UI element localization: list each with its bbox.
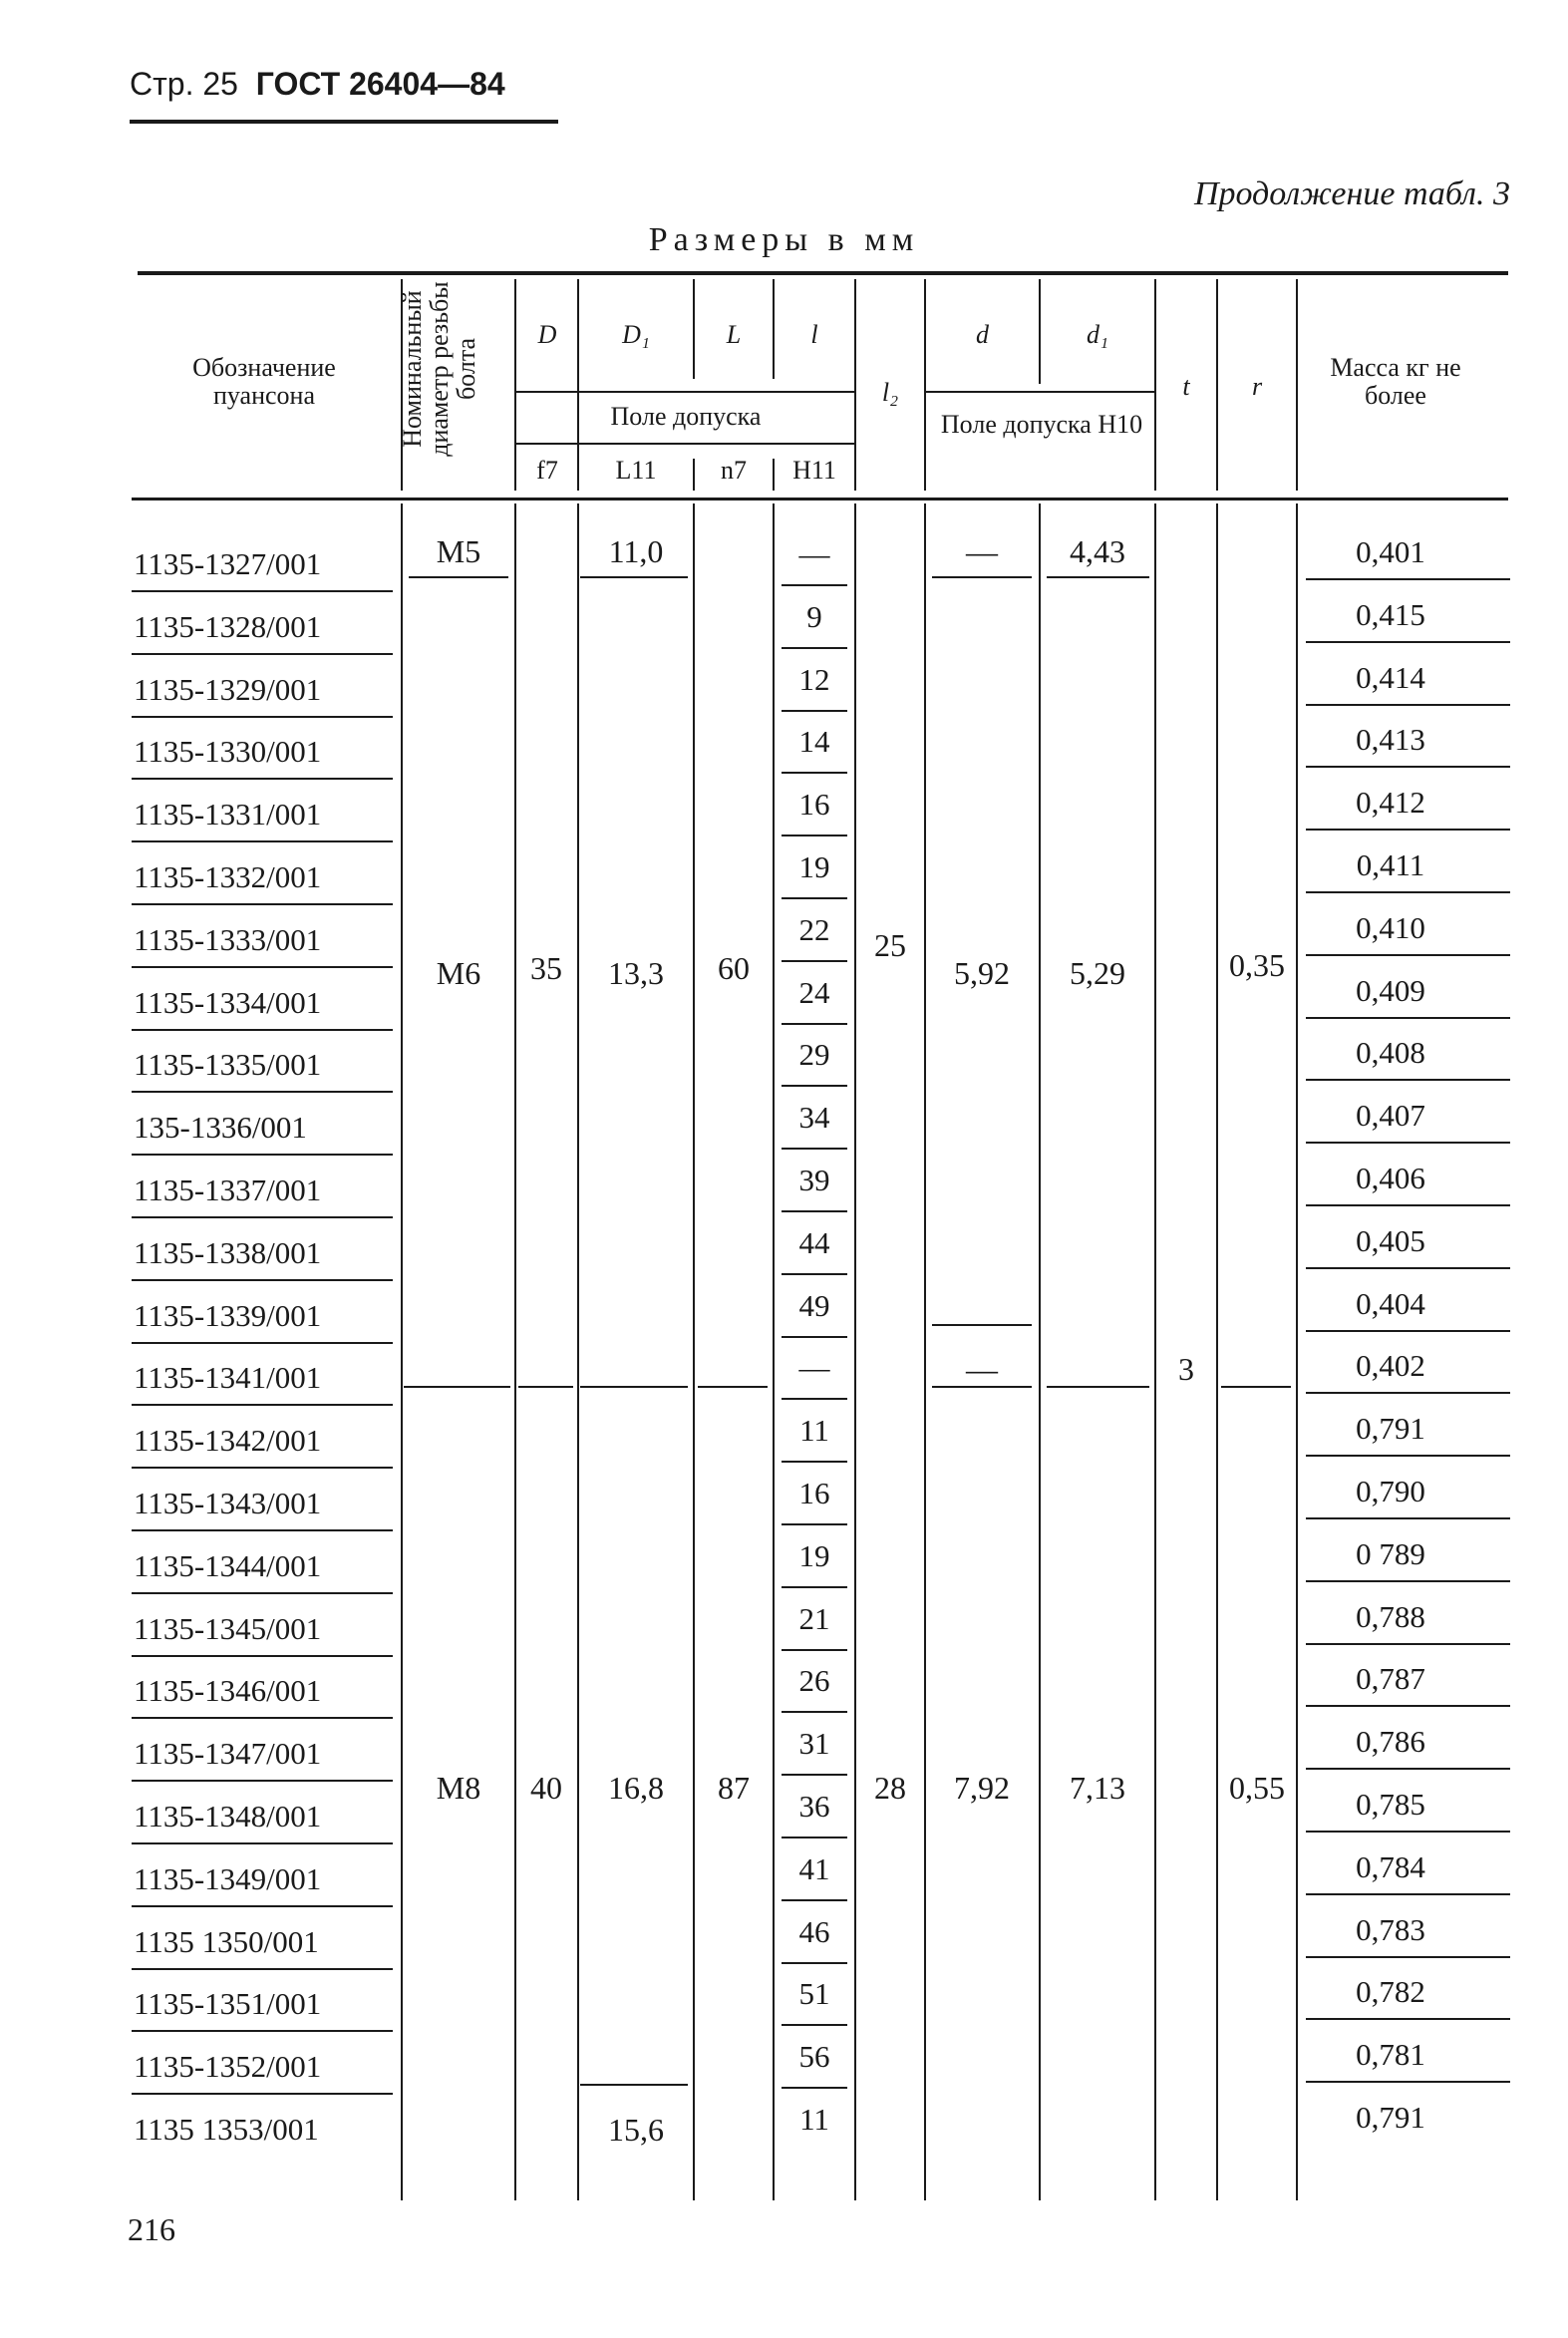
row-rule bbox=[132, 1968, 393, 1970]
row-mass: 0,407 bbox=[1356, 1098, 1425, 1133]
row-mass: 0,410 bbox=[1356, 910, 1425, 945]
mass-rule bbox=[1306, 1142, 1510, 1144]
l-rule bbox=[782, 647, 847, 649]
row-rule bbox=[132, 716, 393, 718]
page-number: 216 bbox=[128, 2211, 175, 2247]
l-rule bbox=[782, 1649, 847, 1651]
l-rule bbox=[782, 1837, 847, 1838]
group-rule bbox=[518, 1386, 573, 1388]
body-divider bbox=[1216, 503, 1218, 2200]
d-m5: — bbox=[966, 533, 998, 569]
body-divider bbox=[924, 503, 926, 2200]
col-header-d1: d₁ bbox=[1086, 320, 1109, 349]
body-divider bbox=[1296, 503, 1298, 2200]
row-designation: 1135-1344/001 bbox=[134, 1548, 322, 1583]
row-mass: 0,786 bbox=[1356, 1724, 1425, 1759]
row-designation: 135-1336/001 bbox=[134, 1110, 307, 1145]
row-rule bbox=[132, 1842, 393, 1844]
body-divider bbox=[1154, 503, 1156, 2200]
thread-m8: M8 bbox=[436, 1770, 481, 1806]
row-rule bbox=[132, 1279, 393, 1281]
col-divider bbox=[693, 279, 695, 379]
row-l-value: 41 bbox=[798, 1851, 830, 1886]
row-rule bbox=[132, 1655, 393, 1657]
group-rule bbox=[404, 1386, 510, 1388]
row-designation: 1135-1327/001 bbox=[134, 546, 322, 581]
group-rule bbox=[1047, 1386, 1149, 1388]
mass-rule bbox=[1306, 891, 1510, 893]
col-divider bbox=[1216, 279, 1218, 491]
r-m8: 0,55 bbox=[1229, 1770, 1285, 1806]
l-rule bbox=[782, 1962, 847, 1964]
mass-rule bbox=[1306, 1017, 1510, 1019]
tol-D1: L11 bbox=[615, 456, 657, 485]
mass-rule bbox=[1306, 704, 1510, 706]
row-designation: 1135-1343/001 bbox=[134, 1486, 322, 1520]
row-designation: 1135-1337/001 bbox=[134, 1172, 322, 1207]
row-rule bbox=[132, 1154, 393, 1156]
row-mass: 0,412 bbox=[1356, 785, 1425, 820]
D1-m5: 11,0 bbox=[608, 533, 664, 569]
group-rule bbox=[409, 576, 508, 578]
l-rule bbox=[782, 772, 847, 774]
d1-m8: 7,13 bbox=[1070, 1770, 1125, 1806]
row-designation: 1135-1341/001 bbox=[134, 1360, 322, 1395]
group-rule bbox=[580, 2084, 688, 2086]
col-header-d: d bbox=[976, 320, 989, 349]
row-rule bbox=[132, 1029, 393, 1031]
d-m6-last: — bbox=[966, 1351, 998, 1387]
row-designation: 1135 1350/001 bbox=[134, 1924, 319, 1959]
l-rule bbox=[782, 1398, 847, 1400]
mass-rule bbox=[1306, 1204, 1510, 1206]
mass-rule bbox=[1306, 829, 1510, 831]
L-m8: 87 bbox=[718, 1770, 750, 1806]
row-l-value: 49 bbox=[798, 1288, 830, 1323]
row-l-value: 36 bbox=[798, 1789, 830, 1824]
l-rule bbox=[782, 1085, 847, 1087]
row-l-value: 16 bbox=[798, 787, 830, 822]
col-divider bbox=[924, 279, 926, 491]
body-divider bbox=[577, 503, 579, 2200]
mass-rule bbox=[1306, 1330, 1510, 1332]
row-mass: 0,406 bbox=[1356, 1161, 1425, 1195]
row-mass: 0,790 bbox=[1356, 1474, 1425, 1508]
row-l-value: 39 bbox=[798, 1163, 830, 1197]
d1-m6: 5,29 bbox=[1070, 955, 1125, 991]
col-divider bbox=[1296, 279, 1298, 491]
D1-m8: 16,8 bbox=[608, 1770, 664, 1806]
D1-m6: 13,3 bbox=[608, 955, 664, 991]
mass-rule bbox=[1306, 641, 1510, 643]
header-underline bbox=[130, 120, 558, 124]
row-designation: 1135-1339/001 bbox=[134, 1298, 322, 1333]
col-header-thread: Номинальный диаметр резьбы болта bbox=[398, 281, 480, 457]
thread-m5: M5 bbox=[436, 533, 481, 569]
body-divider bbox=[693, 503, 695, 2200]
row-mass: 0,408 bbox=[1356, 1035, 1425, 1070]
l-rule bbox=[782, 897, 847, 899]
row-mass: 0,414 bbox=[1356, 660, 1425, 695]
mass-rule bbox=[1306, 1267, 1510, 1269]
mass-rule bbox=[1306, 1079, 1510, 1081]
l-rule bbox=[782, 1523, 847, 1525]
continuation-note: Продолжение табл. 3 bbox=[1193, 175, 1510, 212]
row-rule bbox=[132, 1091, 393, 1093]
l-rule bbox=[782, 960, 847, 962]
row-l-value: 22 bbox=[798, 912, 830, 947]
body-divider bbox=[773, 503, 775, 2200]
page-label: Стр. 25 bbox=[130, 66, 238, 102]
l-rule bbox=[782, 1148, 847, 1150]
row-designation: 1135-1346/001 bbox=[134, 1673, 322, 1708]
body-divider bbox=[514, 503, 516, 2200]
mass-rule bbox=[1306, 1831, 1510, 1833]
row-rule bbox=[132, 1216, 393, 1218]
l-rule bbox=[782, 1899, 847, 1901]
row-rule bbox=[132, 1404, 393, 1406]
units-caption: Размеры в мм bbox=[648, 221, 920, 258]
l-rule bbox=[782, 1774, 847, 1776]
thread-m6: M6 bbox=[436, 955, 481, 991]
row-rule bbox=[132, 1342, 393, 1344]
mass-rule bbox=[1306, 1580, 1510, 1582]
col-header-l: l bbox=[810, 320, 818, 349]
row-designation: 1135 1353/001 bbox=[134, 2112, 319, 2147]
col-divider bbox=[1154, 279, 1156, 491]
row-designation: 1135-1330/001 bbox=[134, 734, 322, 769]
tol-l: H11 bbox=[792, 456, 836, 485]
row-l-value: 24 bbox=[798, 975, 830, 1010]
row-mass: 0,788 bbox=[1356, 1599, 1425, 1634]
row-l-value: 34 bbox=[798, 1100, 830, 1135]
row-rule bbox=[132, 2093, 393, 2095]
row-l-value: 56 bbox=[798, 2039, 830, 2074]
row-l-value: 29 bbox=[798, 1037, 830, 1072]
r-m6: 0,35 bbox=[1229, 947, 1285, 983]
row-l-value: 31 bbox=[798, 1726, 830, 1761]
tol-L: n7 bbox=[721, 456, 747, 485]
tolerance-h10-label: Поле допуска H10 bbox=[940, 410, 1143, 439]
l-rule bbox=[782, 835, 847, 836]
col-divider bbox=[577, 279, 579, 491]
row-l-value: 44 bbox=[798, 1225, 830, 1260]
row-designation: 1135-1342/001 bbox=[134, 1423, 322, 1458]
row-mass: 0,784 bbox=[1356, 1849, 1425, 1884]
col-header-L: L bbox=[726, 320, 742, 349]
l-rule bbox=[782, 2024, 847, 2026]
col-header-t: t bbox=[1182, 372, 1190, 401]
mass-rule bbox=[1306, 1768, 1510, 1770]
row-rule bbox=[132, 1529, 393, 1531]
row-mass: 0,781 bbox=[1356, 2037, 1425, 2072]
group-rule bbox=[1047, 576, 1149, 578]
row-designation: 1135-1331/001 bbox=[134, 797, 322, 832]
group-rule bbox=[932, 1324, 1032, 1326]
row-mass: 0,785 bbox=[1356, 1787, 1425, 1822]
D-m8: 40 bbox=[530, 1770, 562, 1806]
l-rule bbox=[782, 584, 847, 586]
l2-m6: 25 bbox=[874, 927, 906, 963]
col-header-l2: l₂ bbox=[881, 378, 899, 407]
col-divider bbox=[854, 279, 856, 491]
row-designation: 1135-1338/001 bbox=[134, 1235, 322, 1270]
row-rule bbox=[132, 1780, 393, 1782]
tolerance-rule bbox=[514, 443, 854, 445]
row-l-value: — bbox=[798, 1350, 830, 1385]
row-designation: 1135-1347/001 bbox=[134, 1736, 322, 1771]
row-rule bbox=[132, 903, 393, 905]
group-rule bbox=[1221, 1386, 1291, 1388]
d-m8: 7,92 bbox=[954, 1770, 1010, 1806]
standard-number: ГОСТ 26404—84 bbox=[255, 66, 505, 102]
l-rule bbox=[782, 2087, 847, 2089]
row-designation: 1135-1334/001 bbox=[134, 985, 322, 1020]
mass-rule bbox=[1306, 1956, 1510, 1958]
mass-rule bbox=[1306, 1455, 1510, 1457]
row-designation: 1135-1333/001 bbox=[134, 922, 322, 957]
col-divider bbox=[693, 459, 695, 491]
row-mass: 0,411 bbox=[1356, 847, 1425, 882]
col-header-designation: Обозначение пуансона bbox=[192, 353, 336, 410]
row-rule bbox=[132, 1717, 393, 1719]
body-divider bbox=[401, 503, 403, 2200]
L-m6: 60 bbox=[718, 950, 750, 986]
l-rule bbox=[782, 1336, 847, 1338]
row-designation: 1135-1352/001 bbox=[134, 2049, 322, 2084]
row-rule bbox=[132, 778, 393, 780]
row-mass: 0 789 bbox=[1356, 1536, 1425, 1571]
row-rule bbox=[132, 590, 393, 592]
row-designation: 1135-1345/001 bbox=[134, 1611, 322, 1646]
group-rule bbox=[698, 1386, 768, 1388]
l-rule bbox=[782, 710, 847, 712]
mass-rule bbox=[1306, 1517, 1510, 1519]
d-m6: 5,92 bbox=[954, 955, 1010, 991]
l2-m8: 28 bbox=[874, 1770, 906, 1806]
row-rule bbox=[132, 1592, 393, 1594]
row-mass: 0,415 bbox=[1356, 597, 1425, 632]
row-mass: 0,791 bbox=[1356, 1411, 1425, 1446]
row-l-value: 11 bbox=[799, 1413, 829, 1448]
row-l-value: 14 bbox=[798, 724, 830, 759]
row-designation: 1135-1332/001 bbox=[134, 859, 322, 894]
l-rule bbox=[782, 1273, 847, 1275]
mass-rule bbox=[1306, 1392, 1510, 1394]
row-l-value: 26 bbox=[798, 1663, 830, 1698]
body-divider bbox=[854, 503, 856, 2200]
row-rule bbox=[132, 966, 393, 968]
row-l-value: — bbox=[798, 536, 830, 571]
l-rule bbox=[782, 1711, 847, 1713]
row-l-value: 51 bbox=[798, 1976, 830, 2011]
group-rule bbox=[580, 576, 688, 578]
group-rule bbox=[580, 1386, 688, 1388]
row-mass: 0,404 bbox=[1356, 1286, 1425, 1321]
row-rule bbox=[132, 1467, 393, 1469]
col-divider bbox=[773, 279, 775, 379]
t-value: 3 bbox=[1178, 1351, 1194, 1387]
col-header-mass: Масса кг не более bbox=[1330, 353, 1461, 410]
row-mass: 0,787 bbox=[1356, 1661, 1425, 1696]
row-rule bbox=[132, 2030, 393, 2032]
row-mass: 0,405 bbox=[1356, 1223, 1425, 1258]
row-designation: 1135-1351/001 bbox=[134, 1986, 322, 2021]
row-rule bbox=[132, 1905, 393, 1907]
row-designation: 1135-1348/001 bbox=[134, 1799, 322, 1834]
row-rule bbox=[132, 653, 393, 655]
mass-rule bbox=[1306, 1643, 1510, 1645]
mass-rule bbox=[1306, 578, 1510, 580]
row-designation: 1135-1328/001 bbox=[134, 609, 322, 644]
col-divider bbox=[773, 459, 775, 491]
row-l-value: 11 bbox=[799, 2102, 829, 2137]
row-designation: 1135-1335/001 bbox=[134, 1047, 322, 1082]
D1-last: 15,6 bbox=[608, 2112, 664, 2148]
row-mass: 0,783 bbox=[1356, 1912, 1425, 1947]
l-rule bbox=[782, 1210, 847, 1212]
row-designation: 1135-1349/001 bbox=[134, 1861, 322, 1896]
row-l-value: 9 bbox=[806, 599, 822, 634]
row-l-value: 46 bbox=[798, 1914, 830, 1949]
page-header bbox=[130, 66, 505, 103]
row-mass: 0,791 bbox=[1356, 2100, 1425, 2135]
row-l-value: 21 bbox=[798, 1601, 830, 1636]
col-divider bbox=[514, 279, 516, 491]
tolerance-rule bbox=[924, 391, 1154, 393]
mass-rule bbox=[1306, 954, 1510, 956]
l-rule bbox=[782, 1586, 847, 1588]
mass-rule bbox=[1306, 2081, 1510, 2083]
mass-rule bbox=[1306, 766, 1510, 768]
row-mass: 0,413 bbox=[1356, 722, 1425, 757]
mass-rule bbox=[1306, 1893, 1510, 1895]
group-rule bbox=[932, 576, 1032, 578]
l-rule bbox=[782, 1461, 847, 1463]
D-m6: 35 bbox=[530, 950, 562, 986]
tolerance-label: Поле допуска bbox=[610, 402, 762, 431]
d1-m5: 4,43 bbox=[1070, 533, 1125, 569]
col-divider bbox=[1039, 279, 1041, 384]
row-mass: 0,409 bbox=[1356, 973, 1425, 1008]
col-header-r: r bbox=[1251, 372, 1263, 401]
col-header-D: D bbox=[537, 320, 557, 349]
row-mass: 0,402 bbox=[1356, 1348, 1425, 1383]
mass-rule bbox=[1306, 2018, 1510, 2020]
tol-D: f7 bbox=[536, 456, 558, 485]
row-rule bbox=[132, 840, 393, 842]
row-mass: 0,401 bbox=[1356, 534, 1425, 569]
row-l-value: 12 bbox=[798, 662, 830, 697]
l-rule bbox=[782, 1023, 847, 1025]
col-header-D1: D₁ bbox=[622, 320, 650, 349]
table-top-rule bbox=[138, 271, 1508, 275]
header-bottom-rule bbox=[132, 498, 1508, 501]
tolerance-rule bbox=[514, 391, 854, 393]
mass-rule bbox=[1306, 1705, 1510, 1707]
row-l-value: 19 bbox=[798, 1538, 830, 1573]
row-l-value: 16 bbox=[798, 1476, 830, 1510]
body-divider bbox=[1039, 503, 1041, 2200]
row-designation: 1135-1329/001 bbox=[134, 672, 322, 707]
row-l-value: 19 bbox=[798, 849, 830, 884]
row-mass: 0,782 bbox=[1356, 1974, 1425, 2009]
